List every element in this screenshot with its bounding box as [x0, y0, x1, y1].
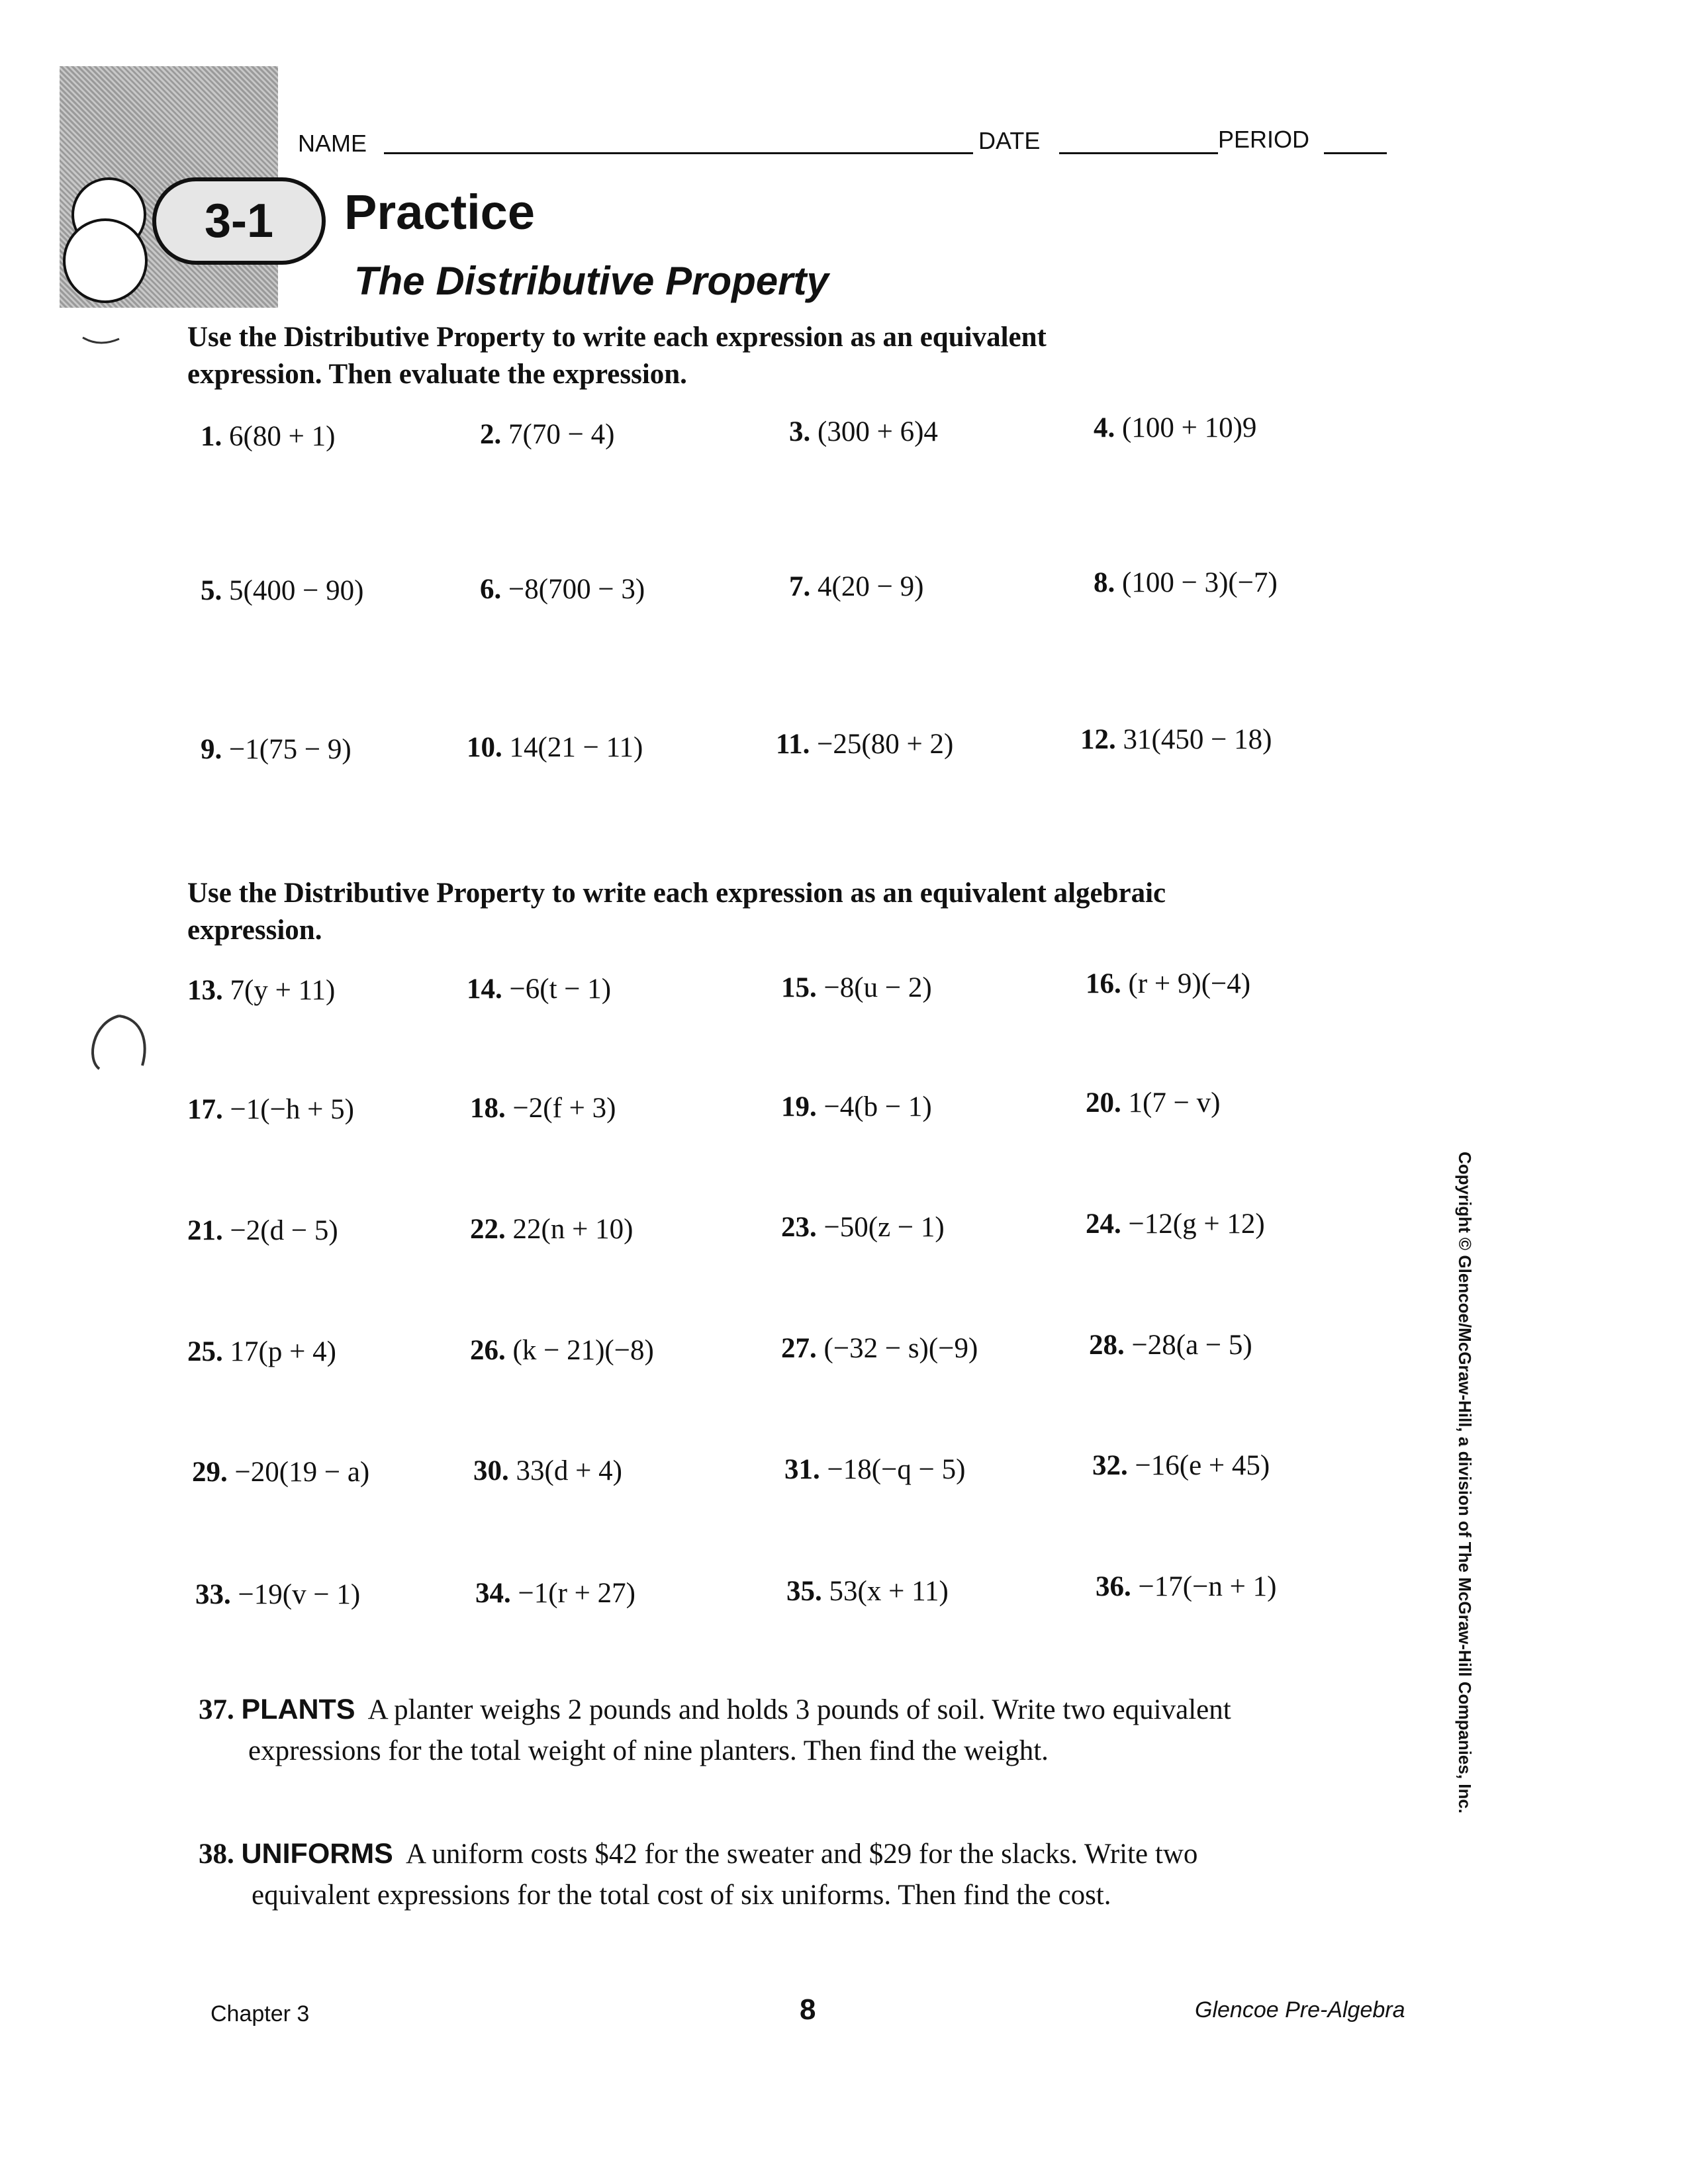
problem-item: 1. 6(80 + 1) [201, 421, 336, 452]
problem-item: 31. −18(−q − 5) [784, 1454, 966, 1485]
problem-item: 25. 17(p + 4) [187, 1336, 336, 1367]
pencil-mark-decoration [79, 1006, 159, 1079]
problem-item: 16. (r + 9)(−4) [1086, 968, 1251, 999]
problem-item: 24. −12(g + 12) [1086, 1208, 1265, 1240]
problem-item: 34. −1(r + 27) [475, 1578, 635, 1609]
problem-item: 2. 7(70 − 4) [480, 419, 615, 450]
problem-item: 12. 31(450 − 18) [1080, 724, 1272, 755]
problem-item: 30. 33(d + 4) [473, 1455, 622, 1486]
section1-instructions [187, 319, 1047, 393]
period-field[interactable] [1324, 152, 1387, 154]
problem-item: 9. −1(75 − 9) [201, 734, 352, 765]
lesson-badge: 3-1 [152, 177, 326, 265]
problem-item: 20. 1(7 − v) [1086, 1087, 1221, 1118]
name-label: NAME [298, 130, 367, 157]
pencil-mark-decoration [79, 331, 126, 351]
date-field[interactable] [1059, 152, 1218, 154]
problem-item: 7. 4(20 − 9) [789, 571, 924, 602]
problem-item: 8. (100 − 3)(−7) [1094, 567, 1278, 598]
word-problem-plants: 37. PLANTS A planter weighs 2 pounds and holds 3 pounds of soil. Write two equivalent expressions for the total weight of nine planters. Then find the weight. [199, 1694, 1231, 1766]
problem-item: 10. 14(21 − 11) [467, 732, 643, 763]
problem-item: 29. −20(19 − a) [192, 1457, 370, 1488]
problem-item: 36. −17(−n + 1) [1096, 1571, 1277, 1602]
problem-item: 18. −2(f + 3) [470, 1093, 616, 1124]
footer-book-title: Glencoe Pre-Algebra [1195, 1997, 1405, 2023]
date-label: DATE [978, 127, 1041, 154]
problem-item: 33. −19(v − 1) [195, 1579, 361, 1610]
problem-item: 26. (k − 21)(−8) [470, 1335, 654, 1366]
problem-item: 14. −6(t − 1) [467, 974, 612, 1005]
problem-item: 22. 22(n + 10) [470, 1214, 633, 1245]
problem-item: 19. −4(b − 1) [781, 1091, 932, 1122]
problem-item: 21. −2(d − 5) [187, 1215, 338, 1246]
word-problem-uniforms: 38. UNIFORMS A uniform costs $42 for the sweater and $29 for the slacks. Write two equivalent expressions for the total cost of six uniforms. Then find the cost. [199, 1838, 1198, 1911]
problem-item: 23. −50(z − 1) [781, 1212, 945, 1243]
decorative-circle [63, 218, 148, 303]
instruction-line: expression. [187, 915, 322, 946]
page-number: 8 [800, 1993, 816, 2026]
instruction-line: Use the Distributive Property to write each expression as an equivalent [187, 322, 1047, 353]
problem-item: 4. (100 + 10)9 [1094, 412, 1257, 443]
problem-item: 35. 53(x + 11) [786, 1576, 949, 1607]
page-subtitle: The Distributive Property [354, 259, 829, 303]
footer-chapter: Chapter 3 [211, 2001, 310, 2026]
instruction-line: expression. Then evaluate the expression. [187, 359, 687, 390]
name-field[interactable] [384, 152, 973, 154]
problem-item: 28. −28(a − 5) [1089, 1330, 1252, 1361]
section2-instructions [187, 875, 1166, 949]
problem-item: 27. (−32 − s)(−9) [781, 1333, 978, 1364]
problem-item: 32. −16(e + 45) [1092, 1450, 1270, 1481]
period-label: PERIOD [1218, 126, 1310, 153]
instruction-line: Use the Distributive Property to write each expression as an equivalent algebraic [187, 878, 1166, 909]
problem-item: 17. −1(−h + 5) [187, 1094, 354, 1125]
problem-item: 3. (300 + 6)4 [789, 416, 938, 447]
problem-item: 5. 5(400 − 90) [201, 575, 364, 606]
problem-item: 13. 7(y + 11) [187, 975, 336, 1006]
page-title: Practice [344, 185, 535, 240]
problem-item: 6. −8(700 − 3) [480, 574, 645, 605]
problem-item: 11. −25(80 + 2) [776, 729, 954, 760]
copyright-notice: Copyright © Glencoe/McGraw-Hill, a division of The McGraw-Hill Companies, Inc. [1455, 1152, 1475, 1814]
problem-item: 15. −8(u − 2) [781, 972, 932, 1003]
